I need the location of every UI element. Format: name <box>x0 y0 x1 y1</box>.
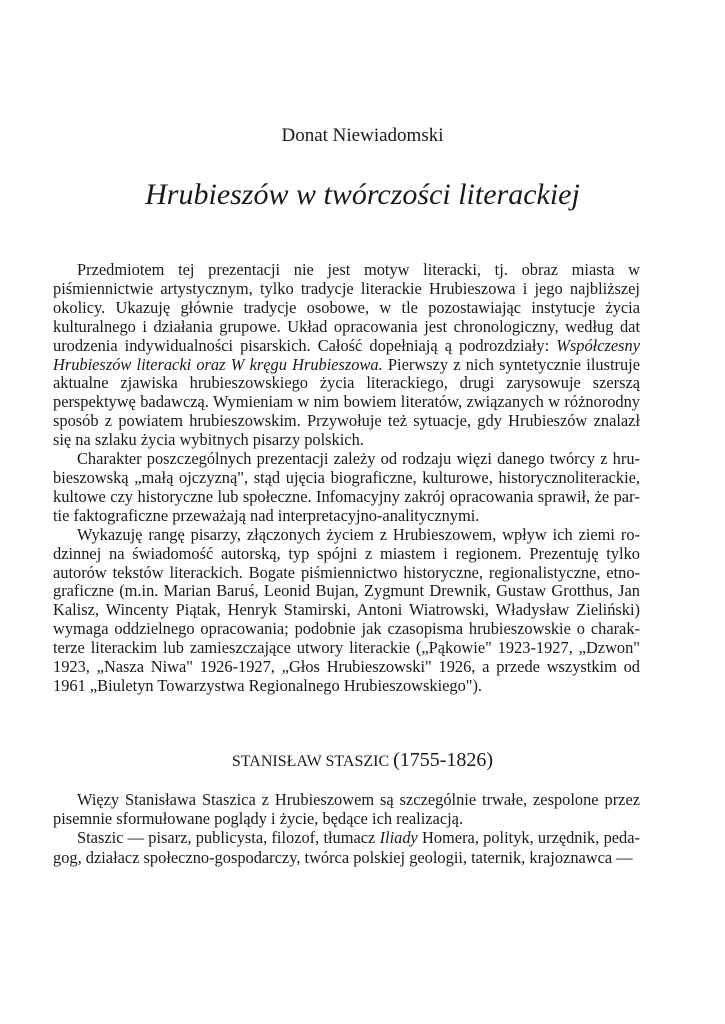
article-title: Hrubieszów w twórczości literackiej <box>145 178 580 211</box>
section-heading-name: STANISŁAW STASZIC <box>231 753 390 770</box>
section-paragraph-2-text-a: Staszic — pisarz, publicysta, filozof, tłumacz <box>77 828 380 848</box>
author-name: Donat Niewiadomski <box>281 125 444 146</box>
intro-paragraph-1-text-a: Przedmiotem tej prezentacji nie jest motyw literacki, tj. obraz miasta w piśmiennictwie artystycznym, tylko tradycje literackie Hrubieszowa i jego najbliższej okolicy. Ukazuję głównie tradycje osobowe, w tle pozostawiając instytucje życia kulturalnego i działania grupowe. Układ opracowania jest chronologiczny, według dat urodzenia indywidualności pisarskich. Całość dopełniają ą podrozdziały: <box>53 260 640 355</box>
section-heading-dates: (1755-1826) <box>393 749 494 771</box>
section-paragraph-2 <box>53 828 640 866</box>
intro-paragraph-1-italic: Współczesny Hrubieszów literacki oraz W kręgu Hrubieszowa. <box>53 335 640 374</box>
section-heading <box>0 747 725 775</box>
section-paragraph-2-text-b: Homera, polityk, urzędnik, pedagog, działacz społeczno-gospodarczy, twórca polskiej geologii, taternik, krajoznawca — <box>53 828 640 867</box>
intro-paragraph-1-text-b: Pierwszy z nich syntetycznie ilustruje aktualne zjawiska hrubieszowskiego życia literackiego, drugi zarysowuje szerszą perspektywę badawczą. Wymieniam w nim bowiem literatów, związanych w różnorodny sposób z powiatem hrubieszowskim. Przywołuje też sytuacje, gdy Hrubieszów znalazł się na szlaku życia wybitnych pisarzy polskich. <box>53 354 640 450</box>
section-body <box>53 790 640 867</box>
section-paragraph-2-italic: Iliady <box>379 828 418 848</box>
section-paragraph-1: Więzy Stanisława Staszica z Hrubieszowem są szczególnie trwałe, zespolone przez pisemnie sformułowane poglądy i życie, będące ich realizacją. <box>53 790 640 829</box>
intro-paragraph-1 <box>53 261 640 450</box>
intro-paragraph-3: Wykazuję rangę pisarzy, złączonych życiem z Hrubieszowem, wpływ ich ziemi rodzinnej na świadomość autorską, typ spójni z miastem i regionem. Prezentuję tylko autorów tekstów literackich. Bogate piśmiennictwo historyczne, regionalistyczne, etnograficzne (m.in. Marian Baruś, Leonid Bujan, Zygmunt Drewnik, Gustaw Grotthus, Jan Kalisz, Wincenty Piątak, Henryk Stamirski, Antoni Wiatrowski, Władysław Zieliński) wymaga oddzielnego opracowania; podobnie jak czasopisma hrubieszowskie o charakterze literackim lub zamieszczające utwory literackie („Pąkowie" 1923-1927, „Dzwon" 1923, „Nasza Niwa" 1926-1927, „Głos Hrubieszowski" 1926, a przede wszystkim od 1961 „Biuletyn Towarzystwa Regionalnego Hrubieszowskiego"). <box>53 524 640 695</box>
intro-body <box>53 261 640 696</box>
intro-paragraph-2: Charakter poszczególnych prezentacji zależy od rodzaju więzi danego twórcy z hrubieszowską „małą ojczyzną", stąd ujęcia biograficzne, kulturowe, historycznoliterackie, kultowe czy historyczne lub społeczne. Infomacyjny zakrój opracowania sprawił, że partie faktograficzne przeważają nad interpretacyjno-analitycznymi. <box>53 449 640 525</box>
